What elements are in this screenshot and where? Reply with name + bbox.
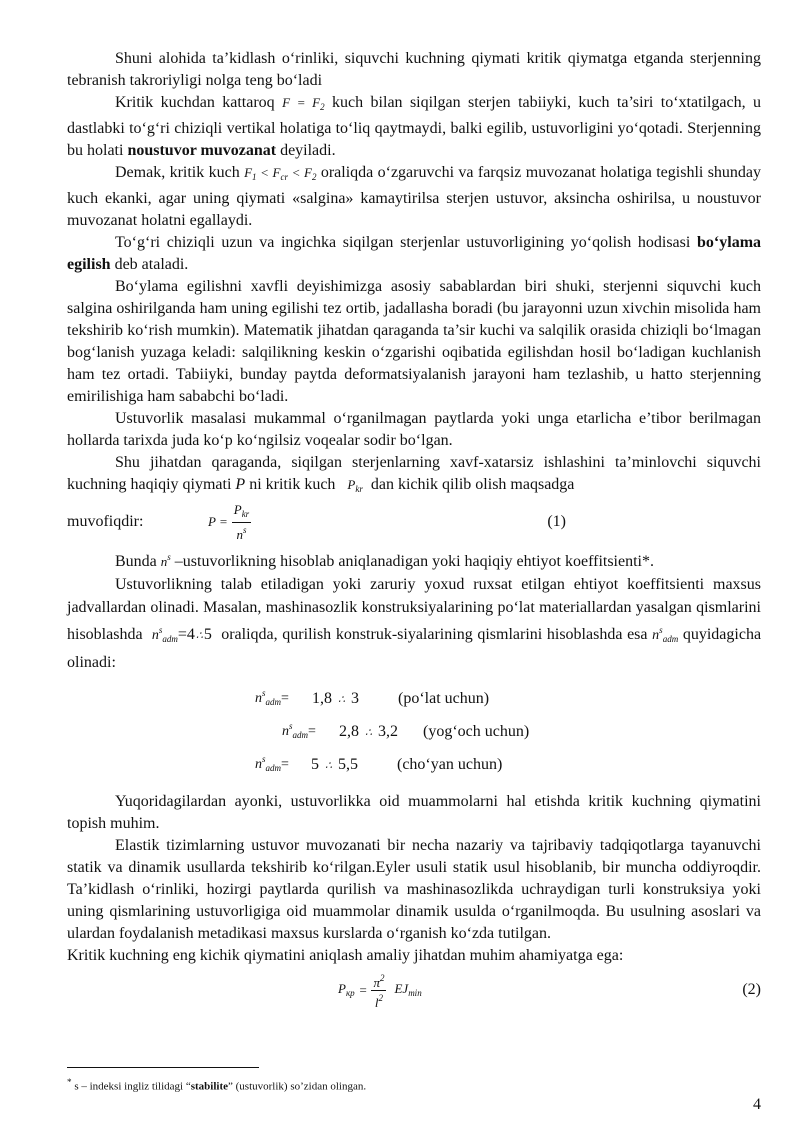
row-wood-a: 2,8 — [339, 723, 359, 740]
p8-text-a: Bunda — [115, 553, 157, 570]
row-steel-sup: s — [262, 688, 266, 698]
p4-text-b: deb ataladi. — [114, 256, 189, 273]
value-row-castiron-range — [311, 754, 358, 777]
ns-sup: s — [167, 552, 171, 562]
paragraph-2 — [67, 92, 761, 162]
eq1-den-sup: s — [242, 525, 247, 535]
row-castiron-n: n — [255, 757, 262, 772]
pkr-sub: kr — [355, 484, 363, 494]
f1: F — [244, 165, 253, 180]
p7-text-b: ni kritik kuch — [249, 476, 336, 493]
nadm1-eq: = — [177, 626, 187, 643]
row-steel-eq: = — [281, 691, 289, 706]
row-steel-a: 1,8 — [312, 690, 332, 707]
footnote-rule — [67, 1067, 259, 1068]
eq2-lhs-sub: кр — [345, 987, 355, 998]
row-steel-n: n — [255, 691, 262, 706]
row-steel-note: (po‘lat uchun) — [398, 690, 490, 707]
paragraph-5 — [67, 276, 761, 408]
nadm2-sub: adm — [662, 634, 679, 644]
row-wood-sup: s — [289, 721, 293, 731]
eq2-eq: = — [358, 982, 368, 998]
eq2-formula — [338, 971, 422, 1010]
symbol-pkr — [347, 477, 362, 492]
nadm2-main: n — [652, 628, 660, 643]
row-wood-eq: = — [308, 724, 316, 739]
p4-text-a: To‘g‘ri chiziqli uzun va ingichka siqilgan sterjenlar ustuvorligining yo‘qolish hodisasi — [115, 234, 691, 251]
value-row-steel — [67, 682, 761, 715]
row-castiron-sup: s — [262, 754, 266, 764]
value-row-castiron-symbol — [255, 748, 289, 779]
p6-text: Ustuvorlik masalasi mukammal o‘rganilmagan paytlarda yoki unga etarlicha e’tibor berilmagan hollarda tarixda juda ko‘p ko‘ngilsiz voqealar sodir bo‘lgan. — [67, 410, 761, 449]
symbol-nadm-2 — [652, 625, 679, 644]
p12-text: Kritik kuchning eng kichik qiymatini aniqlash amaliy jihatdan muhim ahamiyatga ega: — [67, 947, 624, 964]
eq2-lhs-main: P — [338, 980, 346, 996]
row-steel-range-sign: ∴ — [338, 694, 345, 706]
nadm1-range-sign: ∴ — [195, 630, 203, 642]
value-row-steel-range — [312, 688, 359, 711]
pkr-main: P — [347, 477, 356, 492]
fcr-sub: cr — [280, 172, 288, 182]
footnote-bold-term: stabilite — [190, 1080, 229, 1093]
value-row-wood-symbol — [282, 715, 316, 746]
p8-text-b: –ustuvorlikning hisoblab aniqlanadigan yoki haqiqiy ehtiyot koeffitsienti*. — [174, 553, 654, 570]
p11-text: Elastik tizimlarning ustuvor muvozanati bir necha nazariy va tajribaviy tadqiqotlarga tayanuvchi statik va dinamik usullarda tekshirib ko‘rilgan.Eyler usuli statik usul hisoblanib, bir muncha oddiyroqdir. Ta’kidlash o‘rinliki, hozirgi paytlarda qurilish va mashinasozlikda uchraydigan turli konstruksiya yoki uning qismlarining ustuvorligiga oid muammolar dinamik usulda o‘rganilmoqda. Bu usulning asoslari va ulardan foydalanish metadikasi maxsus kurslarda o‘rganish ko‘zda tutilgan. — [67, 837, 761, 942]
paragraph-11 — [67, 835, 761, 945]
eq1-den-main: n — [236, 527, 243, 542]
f1-sub: 1 — [252, 172, 257, 182]
row-wood-b: 3,2 — [378, 723, 398, 740]
formula-f-eq-f2-sub: 2 — [320, 102, 325, 112]
nadm1-val-a: 4 — [186, 626, 195, 643]
paragraph-7 — [67, 452, 761, 500]
eq2-numerator — [371, 971, 386, 991]
eq1-formula — [208, 502, 251, 542]
symbol-nadm-1 — [151, 625, 178, 644]
eq1-numerator — [232, 502, 251, 523]
row-wood-n: n — [282, 724, 289, 739]
footnote-text-b: ” (ustuvorlik) so’zidan olingan. — [228, 1080, 367, 1093]
value-row-steel-symbol — [255, 682, 289, 713]
p5-text: Bo‘ylama egilishni xavfli deyishimizga asosiy sabablardan biri shuki, sterjenni siquvchi kuch salgina oshirilganda ham uning egilishi tez ortib, jadallasha boradi (bu jarayonni uzun xivchin misolida ham tekshirib ko‘rish mumkin). Matematik jihatdan qaraganda ta’sir kuchi va salqilik orasida chiziqli bo‘lmagan bog‘lanish yuzaga keladi: salqilikning keskin o‘zgarishi oqibatida egilishdan hosil bo‘ladigan kuchlanish ham tez ortadi. Tabiiyki, bunday paytda deformatsiyalanish jarayoni ham tezlashib, u hatto sterjenning emirilishiga ham sababchi bo‘ladi. — [67, 278, 761, 405]
eq2-fraction — [371, 971, 386, 1010]
equation-1 — [67, 500, 761, 544]
footnote — [67, 1075, 366, 1094]
eq2-den-main: l — [374, 995, 379, 1010]
row-steel-sub: adm — [265, 697, 282, 707]
formula-f1-fcr-f2: $F_1 < F_{cr} < F_2$ — [244, 165, 317, 182]
p3-text-b: oraliqda o‘zgaruvchi va farqsiz muvozanat holatiga tegishli shunday kuch ekanki, agar uning qiymati «salgina» kamaytirilsa sterjen ustuvor, aksincha oshirilsa, u noustuvor muvozanat holatni egallaydi. — [67, 164, 762, 229]
eq1-number: (1) — [547, 513, 566, 530]
eq2-denominator — [371, 991, 386, 1010]
paragraph-9 — [67, 573, 761, 674]
eq2-rhs-main: EJ — [394, 980, 409, 996]
term-boylama-egilish: bo‘ylama egilish — [67, 234, 762, 273]
f2: F — [304, 165, 312, 180]
value-row-castiron — [67, 748, 761, 781]
eq2-den-sup: 2 — [378, 993, 384, 1003]
p7-text-c: dan kichik qilib olish maqsadga — [370, 476, 575, 493]
p9-text-b: oraliqda, qurilish konstruk-siyalarining qismlarini hisoblashda esa — [221, 626, 648, 643]
ns-main: n — [160, 554, 168, 569]
nadm1-main: n — [151, 628, 159, 643]
eq1-lead-text: muvofiqdir: — [67, 513, 144, 530]
paragraph-4 — [67, 232, 761, 276]
paragraph-6 — [67, 408, 761, 452]
p9-text-a: Ustuvorlikning talab etiladigan yoki zaruriy yoxud ruxsat etilgan ehtiyot koeffitsienti maxsus jadvallardan olinadi. Masalan, mashinasozlik konstruksiyalarining po‘lat materiallardan yasalgan qismlarini hisoblashda — [67, 576, 761, 643]
row-castiron-a: 5 — [311, 756, 319, 773]
symbol-ns — [161, 554, 171, 569]
nadm2-sup: s — [659, 625, 663, 635]
row-steel-b: 3 — [351, 690, 359, 707]
p3-text-a: Demak, kritik kuch — [115, 164, 240, 181]
eq2-rhs-sub: min — [408, 987, 422, 998]
footnote-mark: * — [67, 1077, 72, 1087]
paragraph-1 — [67, 48, 761, 92]
paragraph-8 — [67, 546, 761, 573]
value-row-wood-range — [339, 721, 398, 744]
p2-text-c: deyiladi. — [280, 142, 336, 159]
eq1-lhs: P = — [208, 514, 228, 529]
nadm1-val-b: 5 — [203, 626, 212, 643]
nadm1-sub: adm — [162, 634, 178, 644]
eq2-lhs — [338, 981, 355, 996]
term-noustuvor-muvozanat: noustuvor muvozanat — [127, 142, 277, 159]
row-castiron-note: (cho‘yan uchun) — [397, 756, 503, 773]
page-number: 4 — [753, 1096, 761, 1113]
paragraph-3 — [67, 162, 761, 232]
p2-text-a: Kritik kuchdan kattaroq — [115, 94, 275, 111]
eq2-num-main: π — [373, 975, 380, 990]
fcr: F — [272, 165, 281, 180]
nadm1-sup: s — [158, 625, 163, 635]
eq1-fraction — [232, 502, 251, 542]
row-castiron-range-sign: ∴ — [325, 760, 332, 772]
eq1-denominator — [232, 523, 251, 542]
formula-f-eq-f2-main: F = F — [282, 95, 321, 110]
p7-text-a: Shu jihatdan qaraganda, siqilgan sterjenlarning xavf-xatarsiz ishlashini ta’minlovchi siquvchi kuchning haqiqiy qiymati — [67, 454, 761, 493]
p2-text-b: kuch bilan siqilgan sterjen tabiiyki, kuch ta’siri to‘xtatilgach, u dastlabki to‘g‘ri chiziqli vertikal holatiga to‘liq qaytmaydi, balki egilib, ustuvorligini yo‘qotadi. Sterjenning bu holati — [67, 94, 762, 159]
paragraph-12 — [67, 945, 761, 967]
equation-2 — [67, 967, 761, 1015]
row-wood-note: (yog‘och uchun) — [423, 723, 530, 740]
row-castiron-b: 5,5 — [338, 756, 358, 773]
p1-text: Shuni alohida ta’kidlash o‘rinliki, siquvchi kuchning qiymati kritik qiymatga etganda sterjenning tebranish takroriyligi nolga teng bo‘ladi — [67, 50, 761, 89]
value-row-wood — [67, 715, 761, 748]
eq2-num-sup: 2 — [379, 973, 385, 983]
f2-sub: 2 — [311, 172, 317, 182]
p9-text-c: quyidagicha olinadi: — [67, 626, 762, 671]
eq2-number: (2) — [742, 981, 761, 998]
body-text — [67, 48, 761, 1015]
row-wood-range-sign: ∴ — [365, 727, 372, 739]
symbol-p: P — [235, 476, 246, 493]
eq1-num-sub: kr — [241, 509, 250, 519]
p10-text: Yuqoridagilardan ayonki, ustuvorlikka oid muammolarni hal etishda kritik kuchning qiymatini topish muhim. — [67, 793, 761, 832]
row-castiron-eq: = — [281, 757, 289, 772]
row-wood-sub: adm — [292, 730, 309, 740]
formula-f-eq-f2 — [282, 95, 325, 110]
footnote-text-a: s – indeksi ingliz tilidagi “ — [74, 1080, 191, 1093]
row-castiron-sub: adm — [265, 763, 282, 773]
eq1-num-main: P — [233, 502, 242, 517]
paragraph-10 — [67, 791, 761, 835]
eq2-rhs — [394, 981, 421, 996]
